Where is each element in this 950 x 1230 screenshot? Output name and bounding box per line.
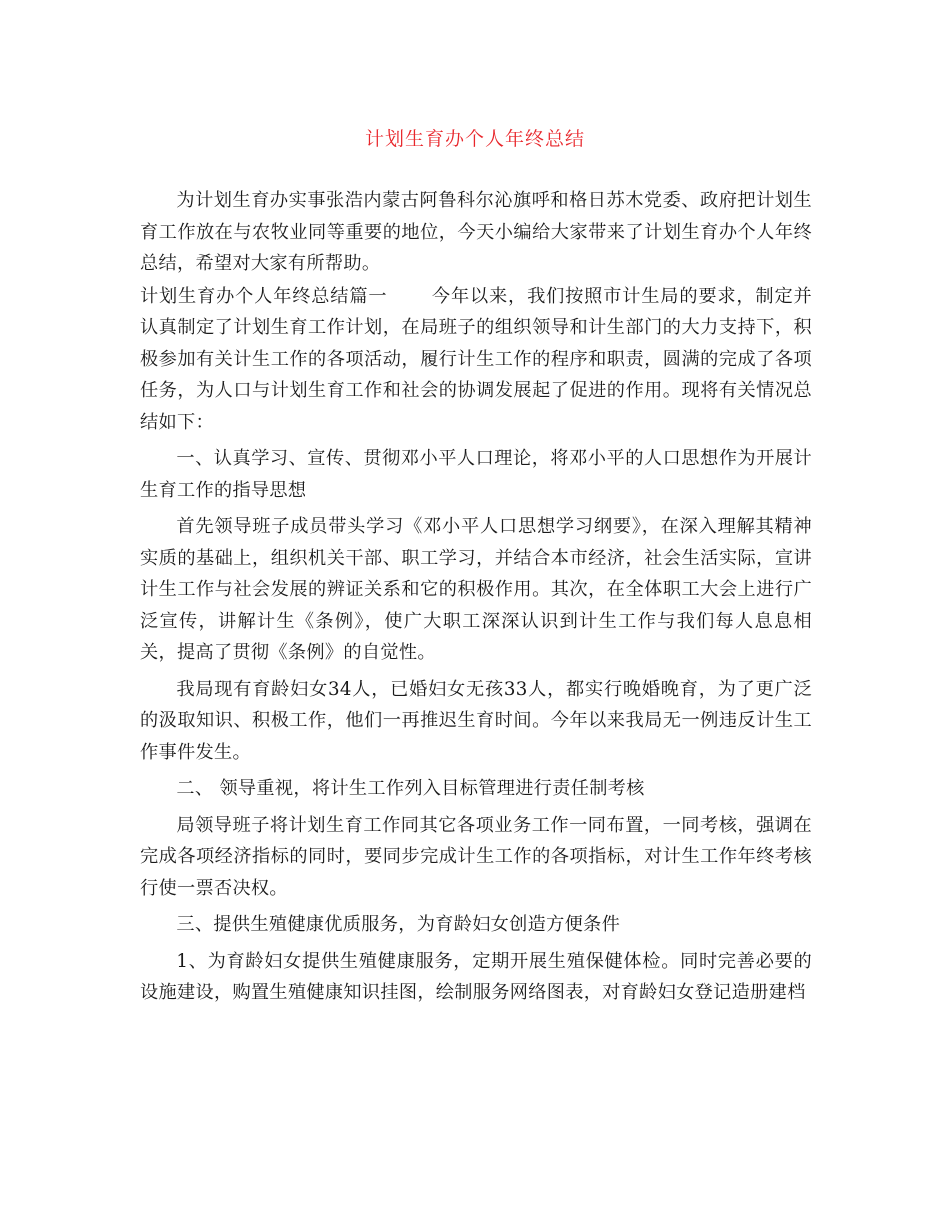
section-paragraph [140,281,812,439]
heading-three: 三、提供生殖健康优质服务，为育龄妇女创造方便条件 [176,914,621,935]
section-label: 计划生育办个人年终总结篇一 [140,285,388,307]
heading-two: 二、 领导重视，将计生工作列入目标管理进行责任制考核 [176,778,645,799]
paragraph-study: 首先领导班子成员带头学习《邓小平人口思想学习纲要》，在深入理解其精神实质的基础上，组织机关干部、职工学习，并结合本市经济，社会生活实际，宣讲计生工作与社会发展的辨证关系和它的积极作用。其次，在全体职工大会上进行广泛宣传，讲解计生《条例》，使广大职工深深认识到计生工作与我们每人息息相关，提高了贯彻《条例》的自觉性。 [140,516,812,663]
intro-paragraph: 为计划生育办实事张浩内蒙古阿鲁科尔沁旗呼和格日苏木党委、政府把计划生育工作放在与农牧业同等重要的地位，今天小编给大家带来了计划生育办个人年终总结，希望对大家有所帮助。 [140,190,812,274]
document-title: 计划生育办个人年终总结 [364,128,585,150]
section-intro-text: 今年以来，我们按照市计生局的要求，制定并认真制定了计划生育工作计划，在局班子的组织领导和计生部门的大力支持下，积极参加有关计生工作的各项活动，履行计生工作的程序和职责，圆满的完成了各项任务，为人口与计划生育工作和社会的协调发展起了促进的作用。现将有关情况总结如下： [140,285,812,433]
paragraph-women: 我局现有育龄妇女34人，已婚妇女无孩33人，都实行晚婚晚育，为了更广泛的汲取知识、积极工作，他们一再推迟生育时间。今年以来我局无一例违反计生工作事件发生。 [140,678,812,763]
paragraph-service: 1、为育龄妇女提供生殖健康服务，定期开展生殖保健体检。同时完善必要的设施建设，购置生殖健康知识挂图，绘制服务网络图表，对育龄妇女登记造册建档 [140,950,812,1003]
document-body [140,164,812,1009]
paragraph-leadership: 局领导班子将计划生育工作同其它各项业务工作一同布置，一同考核，强调在完成各项经济指标的同时，要同步完成计生工作的各项指标，对计生工作年终考核行使一票否决权。 [140,814,812,899]
heading-one: 一、认真学习、宣传、贯彻邓小平人口理论，将邓小平的人口思想作为开展计生育工作的指导思想 [140,448,812,501]
